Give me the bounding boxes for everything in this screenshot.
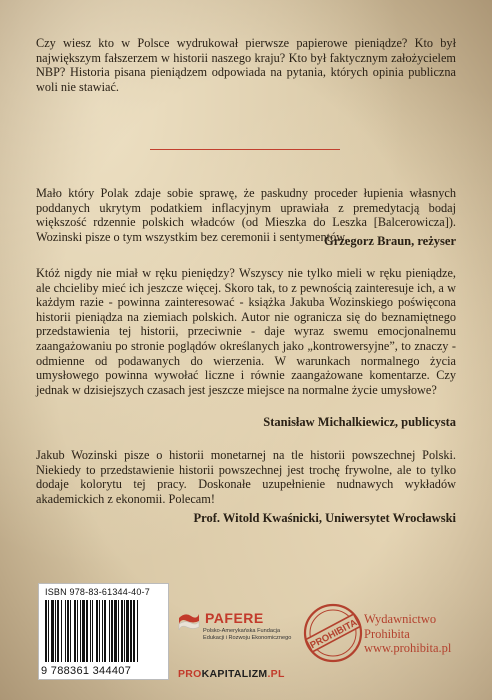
section-divider	[150, 149, 340, 150]
publisher-line1: Wydawnictwo	[364, 612, 437, 626]
quote-braun: Mało który Polak zdaje sobie sprawę, że paskudny proceder łupienia własnych poddanych ukrytym podatkiem inflacyjnym uprawiała z premedytacją bodaj większość rdzennie polskich władców (od Mieszka do Leszka [Balcerowicza]). Wozinski pisze o tym wszystkim bez ceremonii i sentymentów.	[36, 186, 456, 244]
stamp-text: PROHIBITA	[308, 617, 360, 652]
quote-author-michalkiewicz: Stanisław Michalkiewicz, publicysta	[263, 415, 456, 429]
pafere-name: PAFERE	[205, 610, 264, 626]
pafere-logo	[177, 610, 297, 660]
pafere-flag-icon	[177, 610, 201, 632]
prohibita-stamp-icon	[302, 602, 364, 664]
publisher-url[interactable]: www.prohibita.pl	[364, 641, 452, 655]
pafere-subtitle	[203, 628, 303, 642]
quote-kwasnicki: Jakub Wozinski pisze o historii monetarnej na tle historii powszechnej Polski. Niekiedy to przedstawienie historii powszechnej jest trochę frywolne, ale to tylko dodaje kolorytu tej pracy. Doskonałe uzupełnienie nudnawych wykładów akademickich z ekonomii. Polecam!	[36, 448, 456, 506]
prokapitalizm-pro: PRO	[178, 668, 202, 680]
pafere-subtitle-line2: Edukacji i Rozwoju Ekonomicznego	[203, 635, 292, 641]
prokapitalizm-tld: .PL	[267, 668, 285, 680]
barcode-graphic	[45, 600, 163, 662]
isbn-digits: 9 788361 344407	[41, 665, 132, 677]
isbn-barcode-box	[38, 583, 169, 680]
quote-author-kwasnicki: Prof. Witold Kwaśnicki, Uniwersytet Wrocławski	[193, 511, 456, 525]
isbn-label: ISBN 978-83-61344-40-7	[45, 587, 150, 597]
pafere-subtitle-line1: Polsko-Amerykańska Fundacja	[203, 628, 281, 634]
publisher-line2: Prohibita	[364, 626, 410, 641]
publisher-block	[364, 612, 451, 656]
quote-author-braun: Grzegorz Braun, reżyser	[323, 234, 456, 248]
quote-michalkiewicz: Któż nigdy nie miał w ręku pieniędzy? Wszyscy nie tylko mieli w ręku pieniądze, ale chcieliby mieć ich jeszcze więcej. Skoro tak, to z pewnością zainteresuje ich, a w każdym razie - powinna zainteresować - książka Jakuba Wozinskiego poświęcona historii pieniądza na ziemiach polskich. Autor nie ogranicza się do beznamiętnego przedstawienia tej historii, przeciwnie - daje wyraz swemu emocjonalnemu zaangażowaniu po stronie poglądów określanych jako „kontrowersyjne”, to znaczy - odmienne od podawanych do wierzenia. W warunkach normalnego życia umysłowego powinna wywołać liczne i równie zaangażowane komentarze. Czy jednak w dzisiejszych czasach jest jeszcze miejsce na normalne życie umysłowe?	[36, 266, 456, 397]
prokapitalizm-logo	[178, 668, 285, 680]
prokapitalizm-word: KAPITALIZM	[201, 668, 268, 680]
intro-paragraph: Czy wiesz kto w Polsce wydrukował pierwsze papierowe pieniądze? Kto był największym fałszerzem w historii naszego kraju? Kto był faktycznym założycielem NBP? Historia pisana pieniądzem odpowiada na pytania, których opinia publiczna woli nie stawiać.	[36, 36, 456, 94]
